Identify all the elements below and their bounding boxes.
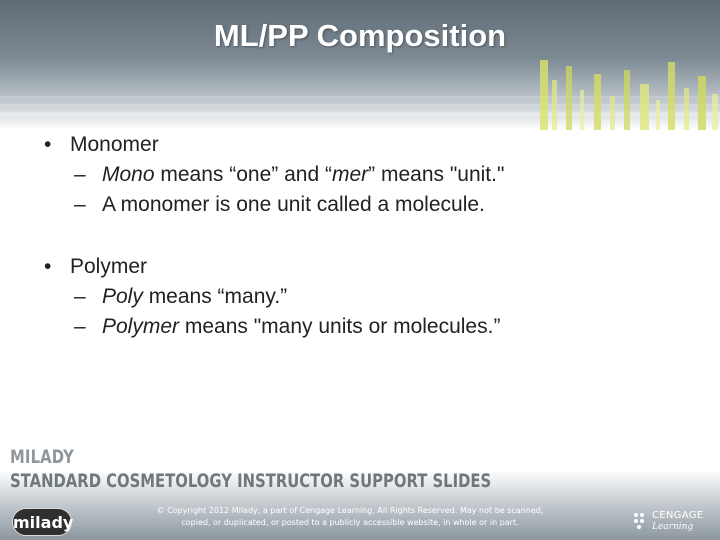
- sub-text: means "many units or molecules.”: [179, 315, 501, 338]
- italic-term: Mono: [102, 163, 155, 186]
- sub-bullet-row: [44, 160, 684, 190]
- dash-glyph: –: [74, 285, 86, 308]
- sub-text: means “one” and “: [154, 163, 332, 186]
- bullet-glyph: •: [44, 133, 52, 156]
- cengage-learning-text: Learning: [652, 522, 694, 532]
- sub-bullet-row: [44, 282, 684, 312]
- copyright-line: © Copyright 2012 Milady, a part of Cengage Learning. All Rights Reserved. May not be scanned,: [156, 506, 544, 515]
- copyright-line: copied, or duplicated, or posted to a publicly accessible website, in whole or in part.: [181, 518, 519, 527]
- sub-bullet-row: [44, 312, 684, 342]
- sub-text: A monomer is one unit called a molecule.: [102, 193, 485, 216]
- bullet-monomer: [44, 130, 684, 220]
- accent-texture: [540, 60, 718, 130]
- bullet-glyph: •: [44, 255, 52, 278]
- brand-title: MILADY: [10, 446, 75, 468]
- brand-subtitle: STANDARD COSMETOLOGY INSTRUCTOR SUPPORT SLIDES: [10, 470, 492, 492]
- dash-glyph: –: [74, 315, 86, 338]
- copyright-notice: [150, 505, 550, 529]
- italic-term: mer: [331, 163, 369, 186]
- cengage-logo: [632, 509, 712, 535]
- dash-glyph: –: [74, 193, 86, 216]
- bullet-label: Monomer: [70, 133, 159, 156]
- cengage-mark-icon: [632, 511, 648, 531]
- slide-title: ML/PP Composition: [213, 18, 507, 53]
- italic-term: Polymer: [102, 315, 180, 338]
- slide-body: [44, 130, 684, 374]
- sub-text: means “many.”: [142, 285, 288, 308]
- bullet-row: [44, 130, 684, 160]
- bullet-row: [44, 252, 684, 282]
- bullet-polymer: [44, 252, 684, 342]
- header-banner: [0, 0, 720, 130]
- italic-term: Poly: [102, 285, 143, 308]
- bullet-label: Polymer: [70, 255, 148, 278]
- cengage-wordmark: CENGAGE: [652, 510, 704, 521]
- sub-text: ” means "unit.": [368, 163, 505, 186]
- milady-logo: milady: [12, 508, 72, 536]
- dash-glyph: –: [74, 163, 86, 186]
- sub-bullet-row: [44, 190, 684, 220]
